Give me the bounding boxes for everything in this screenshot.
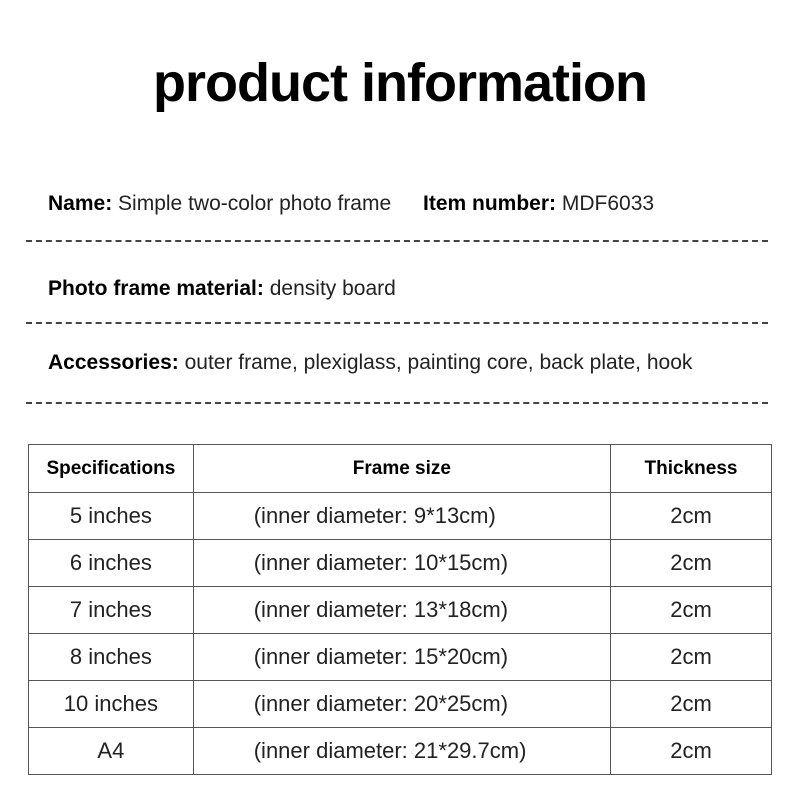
table-row [29,493,772,540]
table-row [29,540,772,587]
spec-cell: 7 inches [29,587,194,634]
frame-size-cell: (inner diameter: 15*20cm) [193,634,610,681]
table-header-row [29,445,772,493]
frame-size-cell: (inner diameter: 21*29.7cm) [193,728,610,775]
spec-table [28,444,772,775]
table-row [29,634,772,681]
divider [26,402,768,404]
frame-size-cell: (inner diameter: 13*18cm) [193,587,610,634]
accessories-line [48,351,692,375]
frame-size-cell: (inner diameter: 10*15cm) [193,540,610,587]
thickness-cell: 2cm [611,493,772,540]
frame-size-cell: (inner diameter: 20*25cm) [193,681,610,728]
thickness-cell: 2cm [611,540,772,587]
material-line [48,277,396,301]
table-row [29,681,772,728]
thickness-cell: 2cm [611,728,772,775]
header-thickness: Thickness [611,445,772,493]
table-row [29,587,772,634]
thickness-cell: 2cm [611,634,772,681]
material-label: Photo frame material: [48,277,264,300]
name-label: Name: [48,192,113,215]
material-value: density board [269,277,396,300]
accessories-label: Accessories: [48,351,179,374]
spec-cell: 10 inches [29,681,194,728]
divider [26,240,768,242]
divider [26,322,768,324]
spec-cell: 8 inches [29,634,194,681]
spec-cell: 6 inches [29,540,194,587]
page-title: product information [153,53,647,113]
table-row [29,728,772,775]
header-specifications: Specifications [29,445,194,493]
item-number-label: Item number: [423,192,557,215]
spec-cell: 5 inches [29,493,194,540]
item-number-value: MDF6033 [561,192,655,215]
spec-cell: A4 [29,728,194,775]
name-value: Simple two-color photo frame [118,192,392,215]
thickness-cell: 2cm [611,681,772,728]
header-frame-size: Frame size [193,445,610,493]
frame-size-cell: (inner diameter: 9*13cm) [193,493,610,540]
accessories-value: outer frame, plexiglass, painting core, back plate, hook [184,351,693,374]
name-line [48,192,654,216]
thickness-cell: 2cm [611,587,772,634]
